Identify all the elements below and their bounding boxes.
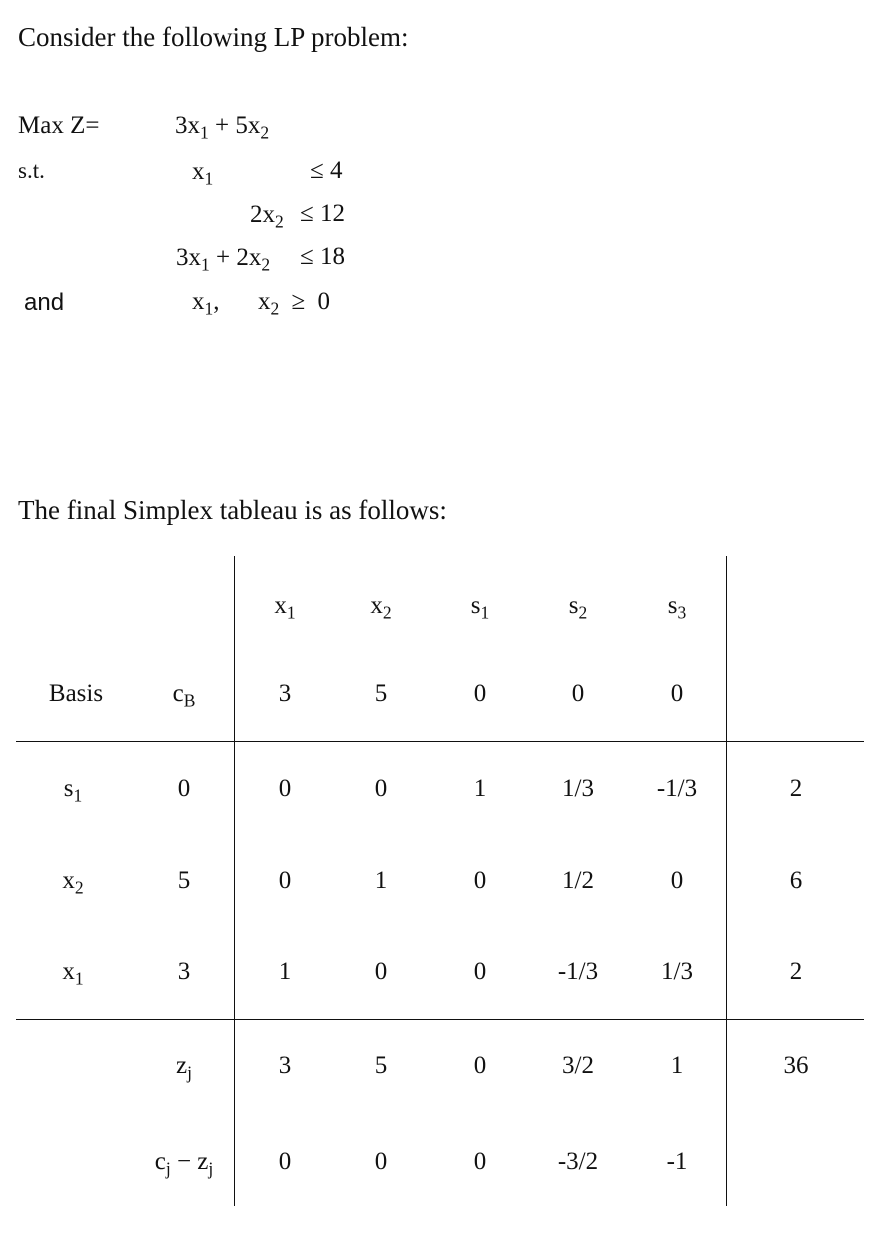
cj-value: 0 [571,680,585,707]
row-1-rhs: 2 [789,775,803,802]
cb-label: $c_B$ [172,680,196,711]
constraint-3-rel: ≤ 18 [300,243,345,270]
cj-value: 0 [473,680,487,707]
row-1-cell: 0 [374,775,388,802]
tableau-left-divider [234,556,235,1206]
header-x1: $x_1$ [274,592,296,623]
constraint-2-lhs: $2x_2$ [250,201,284,232]
row-3-rhs: 2 [789,958,803,985]
row-3-cell: 0 [473,958,487,985]
row-3-cell: 1 [278,958,292,985]
row-2-cell: 1 [374,867,388,894]
cj-value: 3 [278,680,292,707]
row-1-cell: 1 [473,775,487,802]
and-label: and [24,289,65,316]
row-3-cell: -1/3 [557,958,599,985]
zj-value: 5 [374,1052,388,1079]
tableau-body-rule [16,1019,864,1020]
row-1-cell: 1/3 [562,775,594,802]
constraint-1-rel: ≤ 4 [310,157,343,184]
cj-value: 5 [374,680,388,707]
row-2-cell: 0 [473,867,487,894]
row-2-cell: 0 [278,867,292,894]
cj-value: 0 [670,680,684,707]
zj-label: $z_j$ [176,1052,192,1083]
cj-minus-zj-label: $c_j - z_j$ [154,1148,214,1179]
zj-value: 1 [670,1052,684,1079]
row-1-cell: -1/3 [656,775,698,802]
header-s1: $s_1$ [470,592,490,623]
objective-label: Max Z= [18,112,100,139]
intro-text: Consider the following LP problem: [18,22,409,52]
row-1-cb: 0 [177,775,191,802]
cj-minus-zj-value: 0 [374,1148,388,1175]
objective-expression: $3x_1 + 5x_2$ [175,112,270,143]
zj-value: 3/2 [562,1052,594,1079]
cj-minus-zj-value: 0 [473,1148,487,1175]
cj-minus-zj-value: -1 [666,1148,688,1175]
tableau-right-divider [726,556,727,1206]
tableau-header-rule [16,741,864,742]
row-3-cb: 3 [177,958,191,985]
row-2-rhs: 6 [789,867,803,894]
row-3-cell: 0 [374,958,388,985]
tableau-intro-text: The final Simplex tableau is as follows: [18,495,447,525]
nonneg-constraint: $x_1$, $x_2 \ge 0$ [192,288,330,319]
zj-value: 0 [473,1052,487,1079]
row-2-cell: 0 [670,867,684,894]
cj-minus-zj-value: -3/2 [557,1148,599,1175]
row-2-cell: 1/2 [562,867,594,894]
row-1-basis: $s_1$ [63,775,83,806]
row-3-basis: $x_1$ [62,958,84,989]
zj-value: 3 [278,1052,292,1079]
row-2-basis: $x_2$ [62,867,84,898]
constraint-1-lhs: $x_1$ [192,158,214,189]
cj-minus-zj-value: 0 [278,1148,292,1175]
header-s3: $s_3$ [667,592,687,623]
row-3-cell: 1/3 [661,958,693,985]
row-1-cell: 0 [278,775,292,802]
zj-rhs: 36 [783,1052,809,1079]
basis-label: Basis [48,680,104,707]
constraint-3-lhs: $3x_1 + 2x_2$ [176,244,271,275]
constraint-2-rel: ≤ 12 [300,200,345,227]
st-label: s.t. [18,158,45,183]
header-s2: $s_2$ [568,592,588,623]
row-2-cb: 5 [177,867,191,894]
header-x2: $x_2$ [370,592,392,623]
